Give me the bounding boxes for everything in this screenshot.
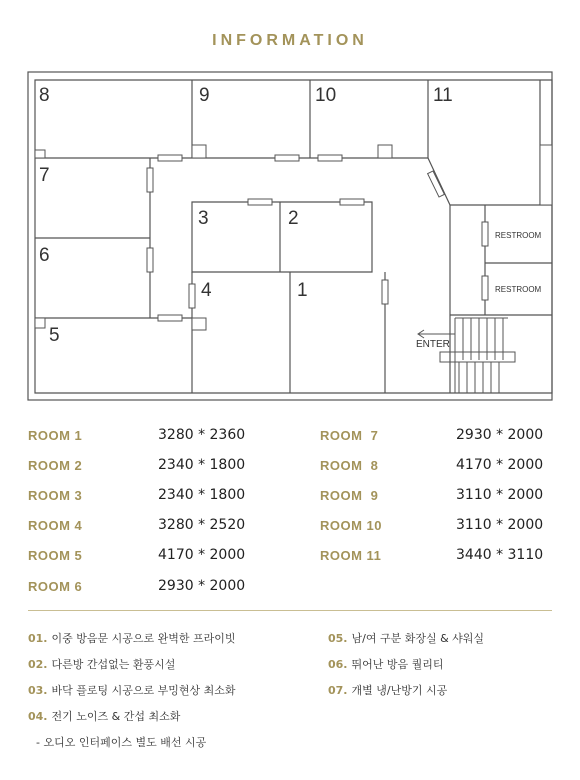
section-divider: [28, 610, 552, 611]
feature-number: 02.: [28, 658, 48, 671]
spec-room-name: ROOM 5: [28, 548, 83, 563]
pillar: [378, 145, 392, 158]
room-label-1: 1: [297, 280, 308, 301]
spec-room-dims: 4170 * 2000: [158, 547, 246, 563]
room-label-10: 10: [315, 85, 337, 106]
spec-room-name: ROOM 4: [28, 518, 83, 533]
spec-room-dims: 2340 * 1800: [158, 457, 246, 473]
page-title: INFORMATION: [212, 32, 368, 49]
door: [275, 155, 299, 161]
pillar: [35, 318, 45, 328]
room-label-6: 6: [39, 245, 50, 266]
door: [158, 315, 182, 321]
spec-room-dims: 3280 * 2520: [158, 517, 246, 533]
feature-item: [328, 630, 484, 646]
feature-text: - 오디오 인터페이스 별도 배선 시공: [36, 736, 207, 749]
pillar: [540, 145, 552, 205]
feature-item: [28, 682, 236, 698]
room-label-2: 2: [288, 208, 299, 229]
pillar: [192, 145, 206, 158]
feature-text: 뛰어난 방음 퀄리티: [351, 658, 444, 671]
spec-room-dims: 4170 * 2000: [456, 457, 544, 473]
feature-number: 07.: [328, 684, 348, 697]
center-block: [192, 202, 372, 272]
feature-text: 이중 방음문 시공으로 완벽한 프라이빗: [51, 632, 236, 645]
spec-room-dims: 3280 * 2360: [158, 427, 246, 443]
feature-number: 05.: [328, 632, 348, 645]
staircase: [440, 318, 515, 393]
feature-item: [28, 656, 175, 672]
inner-wall: [35, 80, 552, 393]
spec-room-name: ROOM 7: [320, 428, 379, 443]
spec-room-name: ROOM 3: [28, 488, 83, 503]
feature-item: [328, 656, 444, 672]
feature-text: 바닥 플로팅 시공으로 부밍현상 최소화: [51, 684, 236, 697]
door: [382, 280, 388, 304]
spec-room-name: ROOM 10: [320, 518, 383, 533]
feature-text: 전기 노이즈 & 간섭 최소화: [51, 710, 181, 723]
door: [147, 248, 153, 272]
enter-label: ENTER: [416, 339, 450, 350]
spec-room-name: ROOM 11: [320, 548, 382, 563]
feature-number: 03.: [28, 684, 48, 697]
feature-item: [28, 630, 236, 646]
restroom-label: RESTROOM: [495, 285, 542, 294]
room-label-3: 3: [198, 208, 209, 229]
room11-bottom-wall: [428, 158, 552, 205]
room-label-7: 7: [39, 165, 50, 186]
feature-subitem: [36, 734, 206, 750]
door: [158, 155, 182, 161]
spec-room-name: ROOM 8: [320, 458, 379, 473]
room-label-9: 9: [199, 85, 210, 106]
room-label-11: 11: [433, 85, 453, 106]
feature-item: [28, 708, 180, 724]
spec-room-dims: 2930 * 2000: [158, 578, 246, 594]
door: [340, 199, 364, 205]
feature-number: 01.: [28, 632, 48, 645]
spec-room-name: ROOM 9: [320, 488, 379, 503]
spec-room-dims: 2340 * 1800: [158, 487, 246, 503]
restroom-label: RESTROOM: [495, 231, 542, 240]
spec-room-name: ROOM 6: [28, 579, 83, 594]
feature-text: 다른방 간섭없는 환풍시설: [51, 658, 176, 671]
spec-room-dims: 3110 * 2000: [456, 517, 544, 533]
feature-text: 남/여 구분 화장실 & 샤워실: [351, 632, 485, 645]
feature-number: 06.: [328, 658, 348, 671]
room-label-8: 8: [39, 85, 50, 106]
pillar: [192, 318, 206, 330]
door: [482, 276, 488, 300]
door: [482, 222, 488, 246]
feature-text: 개별 냉/난방기 시공: [351, 684, 448, 697]
spec-room-dims: 2930 * 2000: [456, 427, 544, 443]
door: [248, 199, 272, 205]
spec-room-dims: 3440 * 3110: [456, 547, 544, 563]
feature-item: [328, 682, 447, 698]
room-label-4: 4: [201, 280, 212, 301]
door: [189, 284, 195, 308]
room-label-5: 5: [49, 325, 60, 346]
spec-room-dims: 3110 * 2000: [456, 487, 544, 503]
spec-room-name: ROOM 2: [28, 458, 83, 473]
feature-number: 04.: [28, 710, 48, 723]
spec-room-name: ROOM 1: [28, 428, 83, 443]
pillar: [35, 150, 45, 158]
door: [318, 155, 342, 161]
door: [147, 168, 153, 192]
